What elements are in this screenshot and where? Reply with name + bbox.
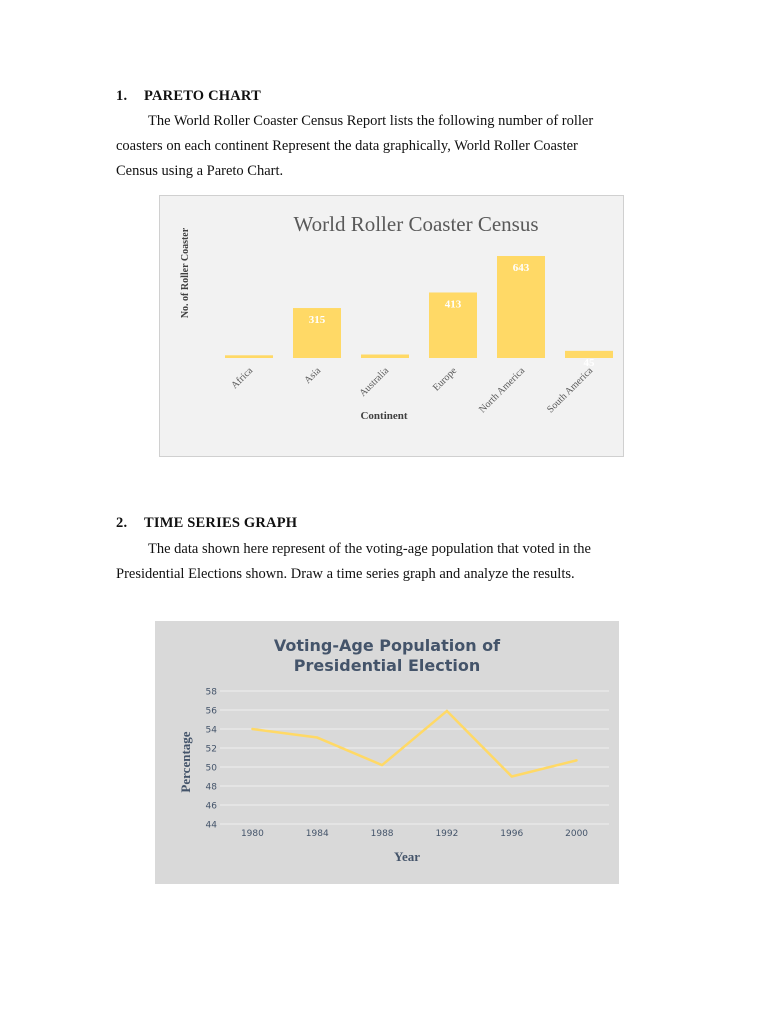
y-tick-label: 50 bbox=[205, 763, 217, 774]
data-point bbox=[381, 764, 383, 766]
pareto-chart-x-label: Continent bbox=[360, 410, 408, 422]
x-tick-label: Asia bbox=[302, 365, 324, 387]
pareto-chart-title: World Roller Coaster Census bbox=[293, 212, 539, 236]
bar-australia bbox=[361, 355, 409, 358]
section-2-number: 2. bbox=[116, 515, 128, 531]
time-series-title-line-1: Voting-Age Population of bbox=[273, 636, 501, 655]
x-tick-label: Africa bbox=[229, 365, 256, 392]
section-2-title: TIME SERIES GRAPH bbox=[144, 515, 298, 531]
bar-africa bbox=[225, 355, 273, 358]
y-tick-label: 46 bbox=[205, 801, 217, 812]
section-1-title: PARETO CHART bbox=[144, 88, 261, 104]
time-series-x-label: Year bbox=[394, 849, 420, 864]
section-1-line-1: The World Roller Coaster Census Report lists the following number of roller bbox=[148, 113, 594, 129]
x-tick-label: Europe bbox=[430, 365, 460, 394]
data-point bbox=[316, 736, 318, 738]
x-tick-label: 1988 bbox=[370, 829, 394, 839]
section-1-paragraph bbox=[116, 109, 636, 184]
y-tick-label: 48 bbox=[205, 782, 217, 793]
data-point bbox=[511, 775, 513, 777]
bar-data-label: 643 bbox=[512, 262, 530, 274]
time-series-y-label: Percentage bbox=[178, 731, 193, 793]
bar-data-label: 45 bbox=[583, 356, 595, 369]
y-tick-label: 44 bbox=[205, 820, 217, 831]
y-tick-label: 54 bbox=[205, 725, 217, 736]
y-tick-label: 52 bbox=[205, 744, 217, 755]
time-series-chart bbox=[155, 621, 619, 884]
bar-data-label: 413 bbox=[444, 298, 462, 311]
x-tick-label: South America bbox=[545, 365, 596, 416]
data-point bbox=[251, 728, 253, 730]
x-tick-label: 2000 bbox=[565, 829, 589, 839]
section-2-line-2: Presidential Elections shown. Draw a time series graph and analyze the results. bbox=[116, 566, 575, 582]
x-tick-label: 1992 bbox=[435, 829, 459, 839]
section-1-line-2: coasters on each continent Represent the data graphically, World Roller Coaster bbox=[116, 138, 578, 154]
x-tick-label: 1984 bbox=[305, 829, 329, 839]
x-tick-label: 1980 bbox=[240, 829, 264, 839]
x-tick-label: North America bbox=[477, 365, 528, 416]
section-1-number: 1. bbox=[116, 88, 128, 104]
data-point bbox=[446, 710, 448, 712]
x-tick-label: 1996 bbox=[500, 829, 524, 839]
section-1-heading bbox=[116, 88, 261, 105]
y-tick-label: 56 bbox=[205, 706, 217, 717]
y-tick-label: 58 bbox=[205, 687, 217, 698]
section-2-line-1: The data shown here represent of the voting-age population that voted in the bbox=[148, 541, 591, 557]
time-series-title-line-2: Presidential Election bbox=[293, 656, 481, 675]
section-2-paragraph bbox=[116, 537, 636, 587]
section-1-line-3: Census using a Pareto Chart. bbox=[116, 163, 284, 179]
pareto-chart-y-label: No. of Roller Coaster bbox=[180, 227, 191, 319]
data-point bbox=[575, 759, 577, 761]
bar-data-label: 315 bbox=[308, 314, 326, 327]
x-tick-label: Australia bbox=[357, 365, 392, 400]
section-2-heading bbox=[116, 515, 297, 532]
pareto-chart bbox=[159, 195, 624, 457]
